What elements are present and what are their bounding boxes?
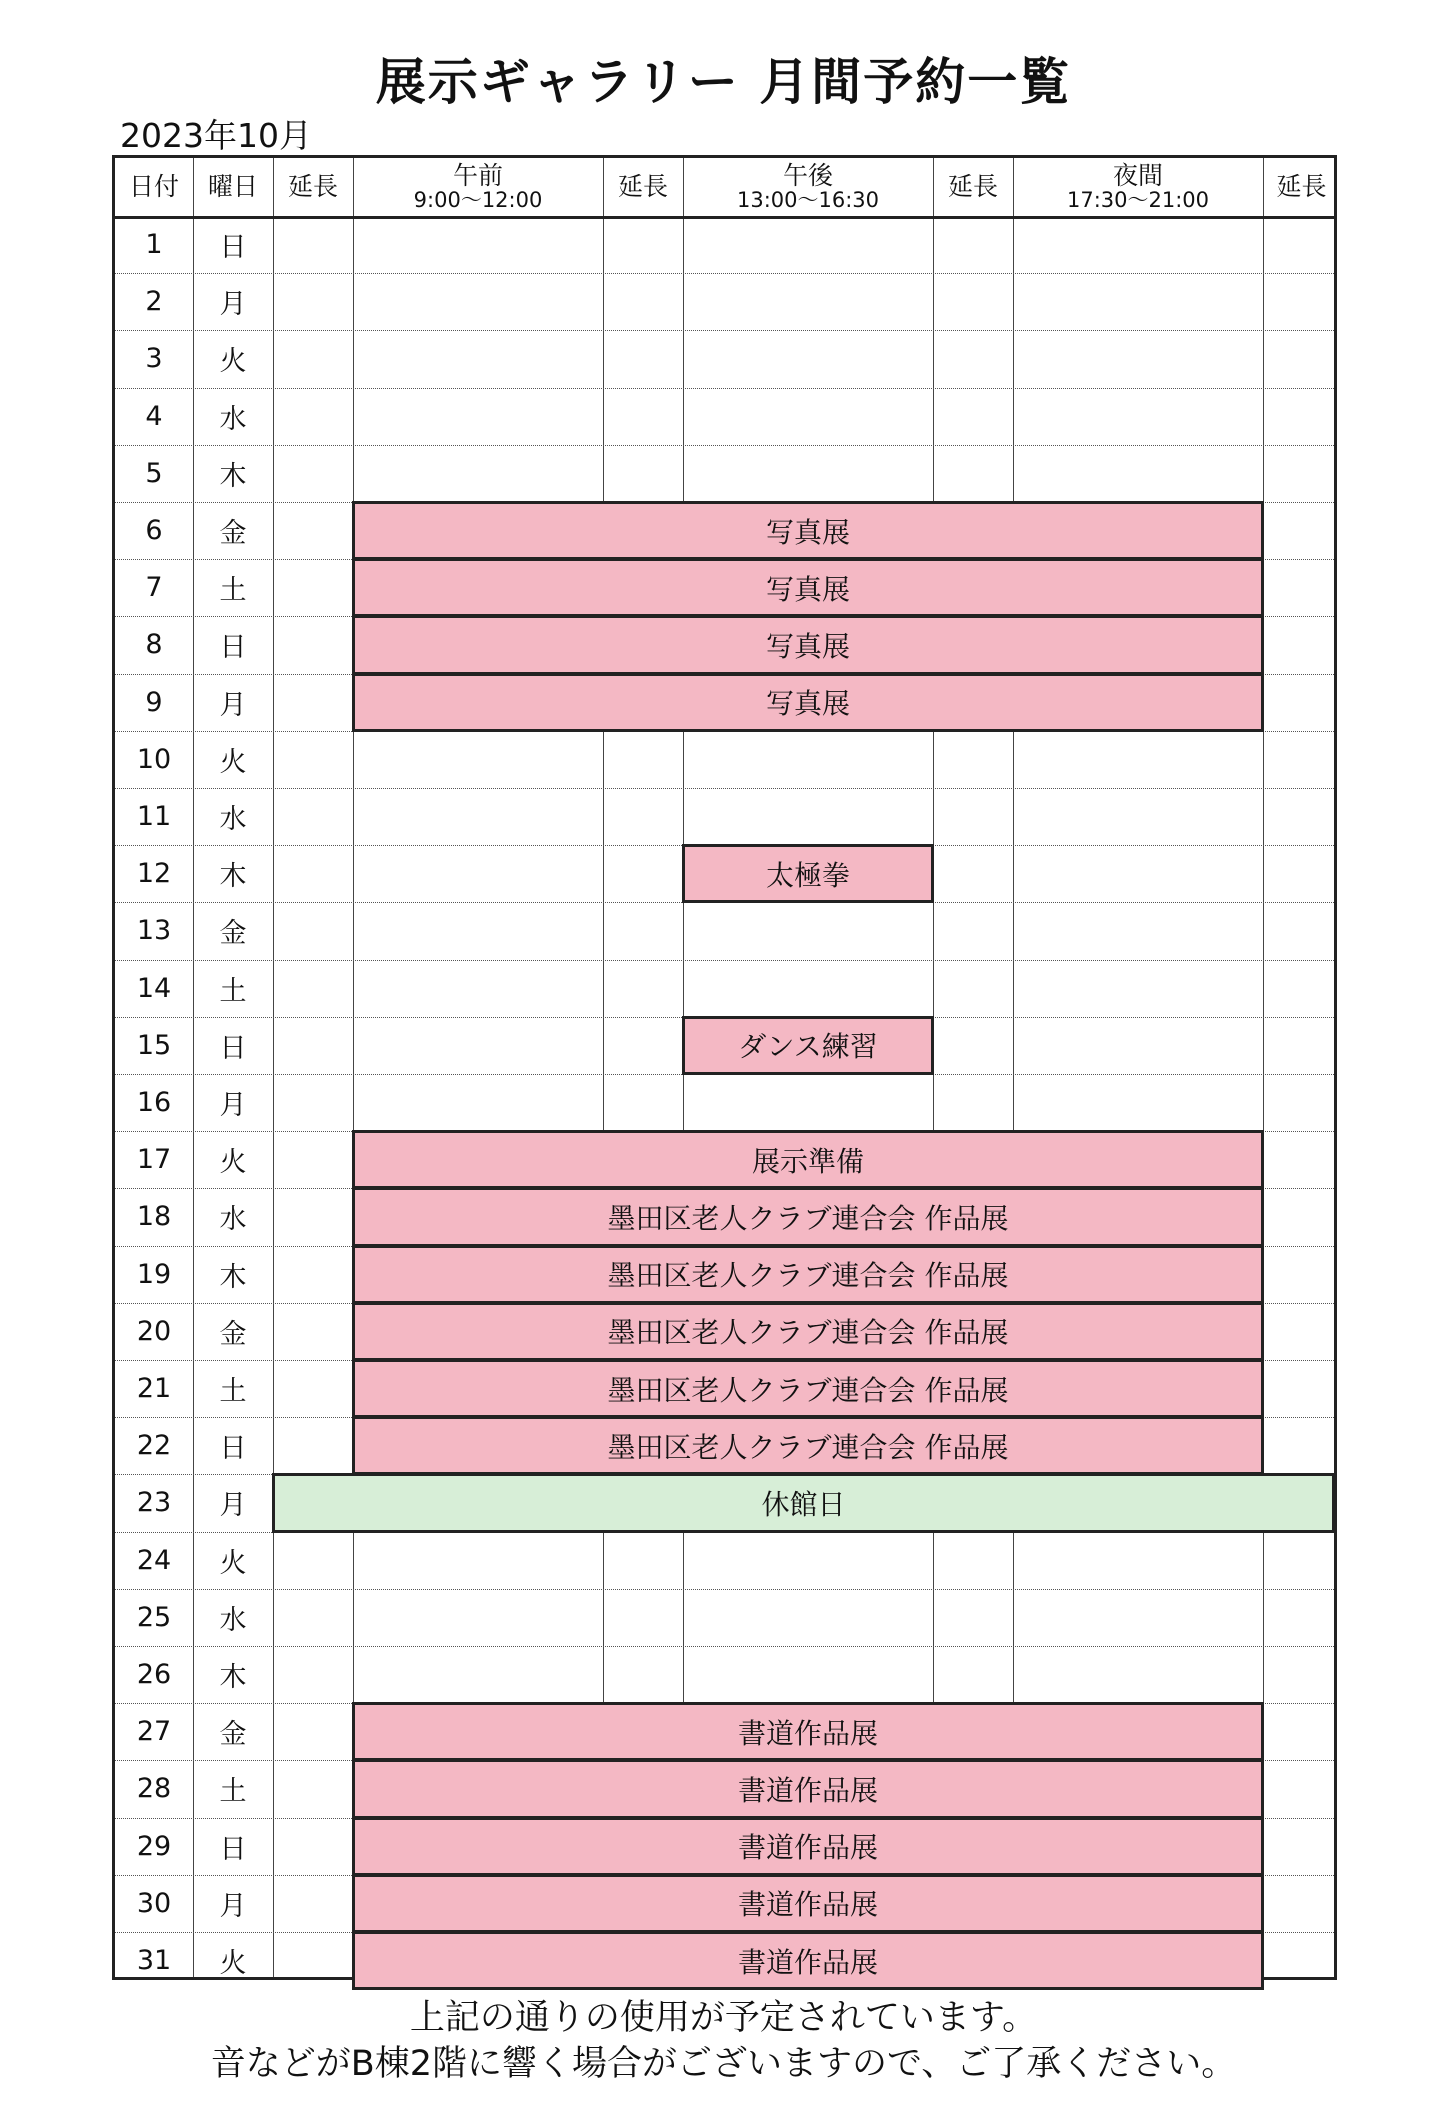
day-weekday: 月 bbox=[219, 1890, 247, 1922]
day-weekday: 月 bbox=[219, 689, 247, 721]
booking-block: 写真展 bbox=[352, 615, 1264, 674]
day-date: 14 bbox=[136, 972, 172, 1004]
day-date: 21 bbox=[136, 1373, 172, 1405]
day-weekday: 土 bbox=[219, 575, 247, 607]
row-divider bbox=[115, 1646, 1334, 1647]
day-weekday: 火 bbox=[219, 346, 247, 378]
booking-block: 展示準備 bbox=[352, 1130, 1264, 1189]
day-date: 17 bbox=[136, 1144, 172, 1176]
header-extension-1: 延長 bbox=[287, 171, 338, 201]
day-weekday: 日 bbox=[219, 1433, 247, 1465]
month-label: 2023年10月 bbox=[120, 116, 312, 155]
day-date: 7 bbox=[145, 572, 163, 604]
day-date: 3 bbox=[145, 343, 163, 375]
row-divider bbox=[115, 960, 1334, 961]
day-weekday: 月 bbox=[219, 289, 247, 321]
day-date: 24 bbox=[136, 1544, 172, 1576]
day-weekday: 金 bbox=[219, 518, 247, 550]
booking-block: ダンス練習 bbox=[682, 1016, 934, 1075]
row-divider bbox=[115, 330, 1334, 331]
row-divider bbox=[115, 273, 1334, 274]
booking-block: 墨田区老人クラブ連合会 作品展 bbox=[352, 1187, 1264, 1246]
day-date: 26 bbox=[136, 1659, 172, 1691]
page-title: 展示ギャラリー 月間予約一覧 bbox=[375, 53, 1072, 111]
day-weekday: 土 bbox=[219, 1376, 247, 1408]
day-date: 1 bbox=[145, 229, 163, 261]
day-date: 5 bbox=[145, 457, 163, 489]
day-date: 27 bbox=[136, 1716, 172, 1748]
booking-block: 墨田区老人クラブ連合会 作品展 bbox=[352, 1416, 1264, 1475]
day-weekday: 木 bbox=[219, 460, 247, 492]
booking-block: 墨田区老人クラブ連合会 作品展 bbox=[352, 1245, 1264, 1304]
day-weekday: 月 bbox=[219, 1490, 247, 1522]
day-date: 18 bbox=[136, 1201, 172, 1233]
day-date: 11 bbox=[136, 801, 172, 833]
day-weekday: 水 bbox=[219, 1204, 247, 1236]
day-date: 8 bbox=[145, 629, 163, 661]
day-weekday: 火 bbox=[219, 1147, 247, 1179]
day-weekday: 土 bbox=[219, 1776, 247, 1808]
day-date: 12 bbox=[136, 858, 172, 890]
day-date: 19 bbox=[136, 1258, 172, 1290]
header-extension-2: 延長 bbox=[617, 171, 668, 201]
booking-block: 書道作品展 bbox=[352, 1759, 1264, 1818]
booking-block: 書道作品展 bbox=[352, 1931, 1264, 1990]
booking-block: 墨田区老人クラブ連合会 作品展 bbox=[352, 1302, 1264, 1361]
day-weekday: 金 bbox=[219, 918, 247, 950]
header-extension-3: 延長 bbox=[947, 171, 998, 201]
day-weekday: 木 bbox=[219, 1662, 247, 1694]
day-date: 25 bbox=[136, 1601, 172, 1633]
day-date: 13 bbox=[136, 915, 172, 947]
day-weekday: 日 bbox=[219, 632, 247, 664]
day-date: 2 bbox=[145, 286, 163, 318]
day-weekday: 火 bbox=[219, 746, 247, 778]
booking-block: 太極拳 bbox=[682, 844, 934, 903]
booking-block: 写真展 bbox=[352, 673, 1264, 732]
day-weekday: 日 bbox=[219, 1032, 247, 1064]
header-night: 夜間 17:30～21:00 bbox=[1066, 160, 1210, 213]
day-date: 30 bbox=[136, 1887, 172, 1919]
day-weekday: 火 bbox=[219, 1948, 247, 1980]
day-weekday: 土 bbox=[219, 975, 247, 1007]
closed-day-block: 休館日 bbox=[272, 1473, 1335, 1532]
day-date: 10 bbox=[136, 743, 172, 775]
header-weekday: 曜日 bbox=[207, 171, 258, 201]
day-date: 9 bbox=[145, 686, 163, 718]
day-date: 23 bbox=[136, 1487, 172, 1519]
day-weekday: 金 bbox=[219, 1719, 247, 1751]
header-afternoon: 午後 13:00～16:30 bbox=[736, 160, 880, 213]
day-date: 6 bbox=[145, 515, 163, 547]
day-weekday: 火 bbox=[219, 1547, 247, 1579]
row-divider bbox=[115, 788, 1334, 789]
booking-block: 写真展 bbox=[352, 501, 1264, 560]
day-date: 4 bbox=[145, 400, 163, 432]
header-date: 日付 bbox=[128, 171, 179, 201]
day-weekday: 木 bbox=[219, 861, 247, 893]
reservation-grid bbox=[112, 155, 1337, 1980]
booking-block: 書道作品展 bbox=[352, 1702, 1264, 1761]
booking-block: 書道作品展 bbox=[352, 1874, 1264, 1933]
day-date: 29 bbox=[136, 1830, 172, 1862]
day-date: 31 bbox=[136, 1945, 172, 1977]
day-weekday: 月 bbox=[219, 1090, 247, 1122]
booking-block: 書道作品展 bbox=[352, 1817, 1264, 1876]
day-weekday: 水 bbox=[219, 804, 247, 836]
header-divider bbox=[115, 216, 1334, 219]
day-date: 20 bbox=[136, 1315, 172, 1347]
day-date: 15 bbox=[136, 1029, 172, 1061]
day-weekday: 日 bbox=[219, 232, 247, 264]
booking-block: 墨田区老人クラブ連合会 作品展 bbox=[352, 1359, 1264, 1418]
footer-note-2: 音などがB棟2階に響く場合がございますので、ご了承ください。 bbox=[210, 2044, 1237, 2084]
day-weekday: 日 bbox=[219, 1833, 247, 1865]
row-divider bbox=[115, 388, 1334, 389]
row-divider bbox=[115, 1589, 1334, 1590]
footer-note-1: 上記の通りの使用が予定されています。 bbox=[409, 1998, 1038, 2038]
day-weekday: 水 bbox=[219, 403, 247, 435]
header-extension-4: 延長 bbox=[1276, 171, 1327, 201]
day-weekday: 金 bbox=[219, 1318, 247, 1350]
day-weekday: 木 bbox=[219, 1261, 247, 1293]
header-morning: 午前 9:00～12:00 bbox=[413, 160, 543, 213]
day-weekday: 水 bbox=[219, 1604, 247, 1636]
day-date: 16 bbox=[136, 1087, 172, 1119]
day-date: 28 bbox=[136, 1773, 172, 1805]
day-date: 22 bbox=[136, 1430, 172, 1462]
booking-block: 写真展 bbox=[352, 558, 1264, 617]
row-divider bbox=[115, 445, 1334, 446]
